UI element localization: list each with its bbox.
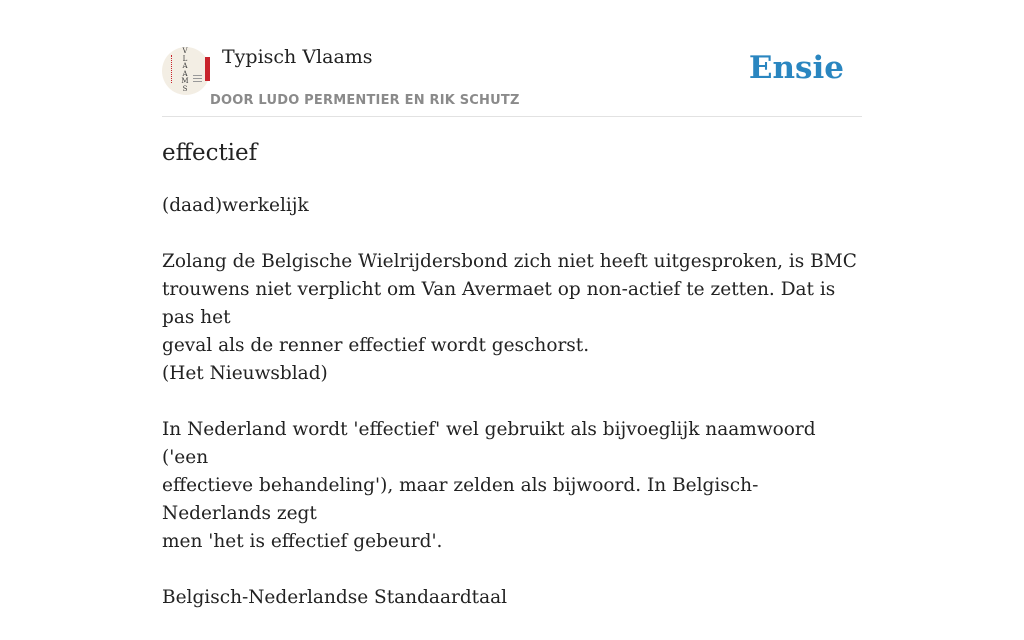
note-line: men 'het is effectief gebeurd'.: [162, 531, 443, 552]
example-line: Zolang de Belgische Wielrijdersbond zich niet heeft uitgesproken, is BMC: [162, 251, 857, 272]
example-line: geval als de renner effectief wordt geschorst.: [162, 335, 590, 356]
example-line: trouwens niet verplicht om Van Avermaet op non-actief te zetten. Dat is pas het: [162, 279, 836, 328]
logo-dotted-line: [171, 55, 174, 83]
category-label: Belgisch-Nederlandse Standaardtaal: [162, 587, 508, 608]
usage-note: [162, 416, 862, 556]
note-line: In Nederland wordt 'effectief' wel gebruikt als bijvoeglijk naamwoord ('een: [162, 419, 816, 468]
page: [162, 0, 862, 608]
entry-content: [162, 192, 862, 640]
note-line: effectieve behandeling'), maar zelden als bijwoord. In Belgisch-Nederlands zegt: [162, 475, 759, 524]
entry-title: effectief: [162, 140, 258, 166]
typisch-vlaams-logo-icon[interactable]: [162, 47, 210, 95]
definition: (daad)werkelijk: [162, 195, 309, 216]
header: [162, 0, 862, 117]
example-quote: [162, 248, 862, 388]
authors-byline: DOOR LUDO PERMENTIER EN RIK SCHUTZ: [210, 93, 520, 108]
logo-red-edge: [205, 57, 210, 81]
ensie-brand-link[interactable]: Ensie: [748, 50, 844, 86]
logo-text-lines: [193, 75, 202, 76]
example-source: (Het Nieuwsblad): [162, 363, 328, 384]
site-title[interactable]: Typisch Vlaams: [222, 46, 373, 68]
logo-letters: V L A A M S: [181, 47, 189, 93]
